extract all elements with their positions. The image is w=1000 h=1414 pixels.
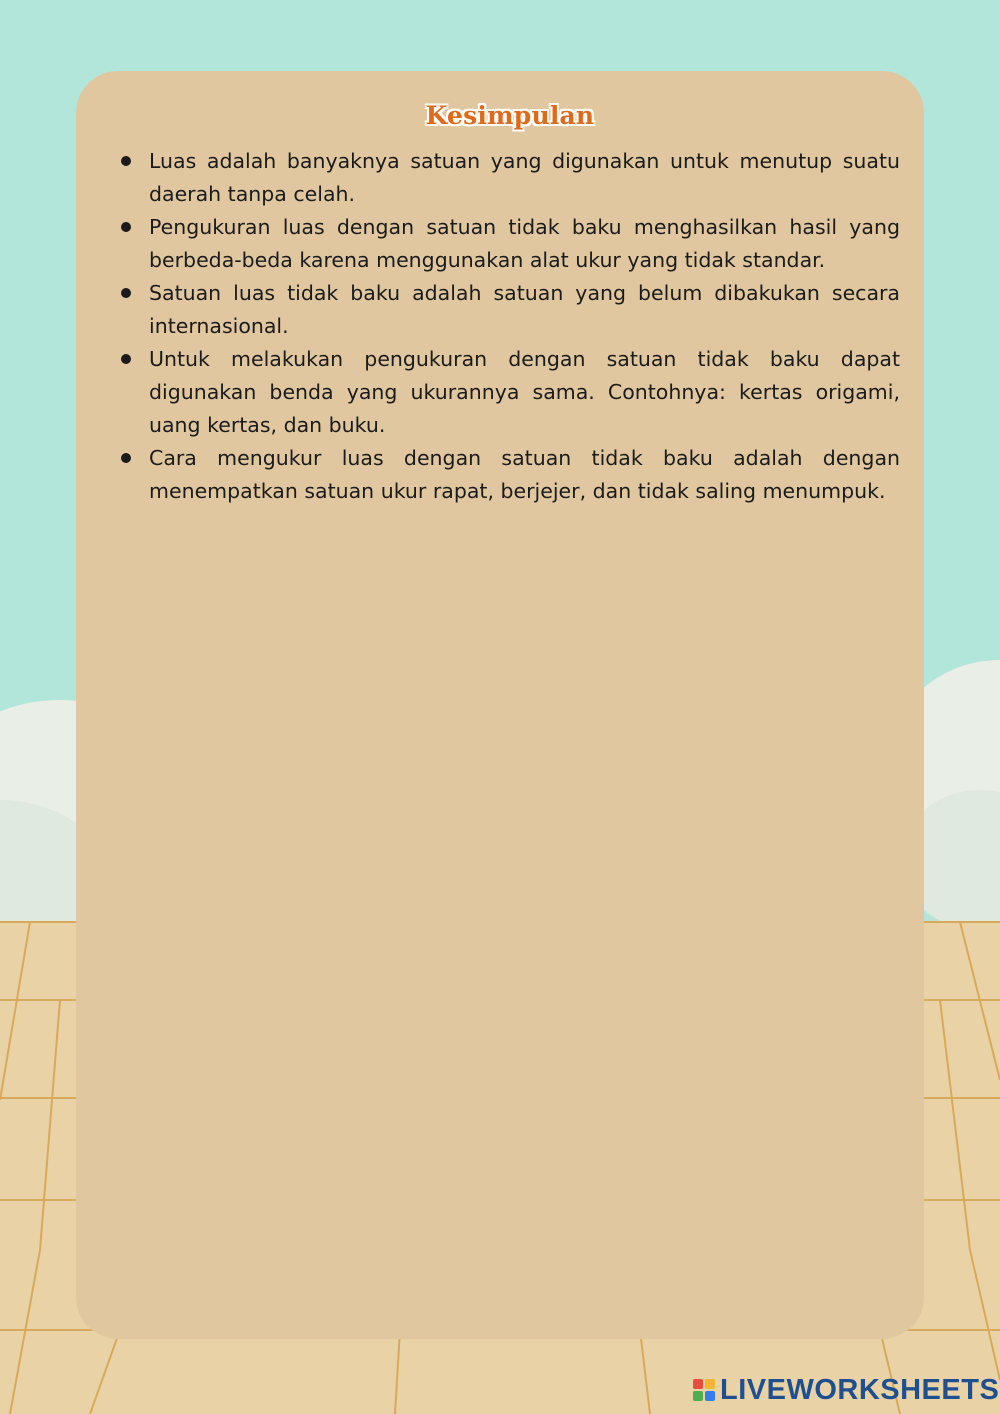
brand-text: LIVEWORKSHEETS	[720, 1373, 1000, 1406]
liveworksheets-logo-icon	[692, 1378, 716, 1402]
page-title: Kesimpulan	[425, 101, 595, 130]
list-item	[118, 145, 900, 211]
list-item	[118, 343, 900, 442]
bullet-icon	[121, 156, 131, 166]
bullet-icon	[121, 222, 131, 232]
list-item-text: Untuk melakukan pengukuran dengan satuan tidak baku dapat digunakan benda yang ukurannya sama. Contohnya: kertas origami, uang kertas, dan buku.	[149, 347, 900, 437]
bullet-icon	[121, 453, 131, 463]
list-item	[118, 442, 900, 508]
list-item-text: Pengukuran luas dengan satuan tidak baku menghasilkan hasil yang berbeda-beda karena menggunakan alat ukur yang tidak standar.	[149, 215, 900, 272]
liveworksheets-brand[interactable]	[692, 1372, 999, 1408]
list-item-text: Luas adalah banyaknya satuan yang digunakan untuk menutup suatu daerah tanpa celah.	[149, 149, 900, 206]
list-item	[118, 211, 900, 277]
conclusion-list	[118, 145, 900, 508]
bullet-icon	[121, 354, 131, 364]
bullet-icon	[121, 288, 131, 298]
list-item-text: Cara mengukur luas dengan satuan tidak baku adalah dengan menempatkan satuan ukur rapat, berjejer, dan tidak saling menumpuk.	[149, 446, 900, 503]
list-item	[118, 277, 900, 343]
list-item-text: Satuan luas tidak baku adalah satuan yang belum dibakukan secara internasional.	[149, 281, 900, 338]
